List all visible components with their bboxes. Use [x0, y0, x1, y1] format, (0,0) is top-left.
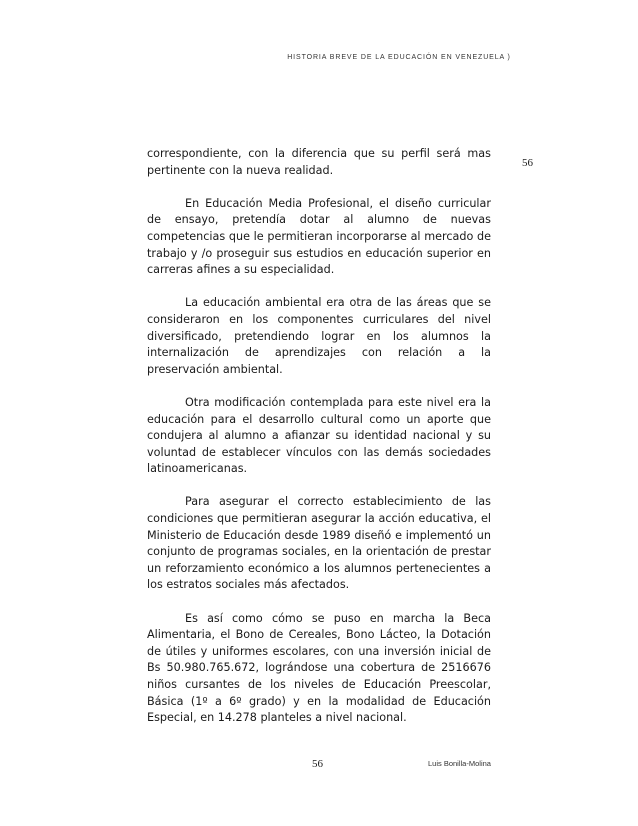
footer-author: Luis Bonilla-Molina	[428, 759, 491, 768]
paragraph-programas-sociales: Para asegurar el correcto establecimiento de las condiciones que permitieran asegurar la acción educativa, el Ministerio de Educación desde 1989 diseñó e implementó un conjunto de programas sociales, en la orientación de prestar un reforzamiento económico a los alumnos pertenecientes a los estratos sociales más afectados.	[147, 495, 491, 592]
footer-page-number: 56	[312, 758, 323, 770]
paragraph-beca-alimentaria: Es así como cómo se puso en marcha la Beca Alimentaria, el Bono de Cereales, Bono Lácteo, la Dotación de útiles y uniformes escolares, con una inversión inicial de Bs 50.980.765.672, lográndose una cobertura de 2516676 niños cursantes de los niveles de Educación Preescolar, Básica (1º a 6º grado) y en la modalidad de Educación Especial, en 14.278 planteles a nivel nacional.	[147, 611, 491, 725]
running-header: HISTORIA BREVE DE LA EDUCACIÓN EN VENEZUELA )	[287, 54, 511, 61]
paragraph-desarrollo-cultural: Otra modificación contemplada para este nivel era la educación para el desarrollo cultural como un aporte que condujera al alumno a afianzar su identidad nacional y su voluntad de establecer vínculos con las demás sociedades latinoamericanas.	[147, 395, 491, 476]
body-text	[147, 146, 491, 743]
paragraph-educacion-ambiental: La educación ambiental era otra de las áreas que se consideraron en los componentes curriculares del nivel diversificado, pretendiendo lograr en los alumnos la internalización de aprendizajes con relación a la preservación ambiental.	[147, 296, 491, 376]
side-page-number: 56	[522, 157, 533, 169]
paragraph-media-profesional: En Educación Media Profesional, el diseño curricular de ensayo, pretendía dotar al alumno de nuevas competencias que le permitieran incorporarse al mercado de trabajo y /o proseguir sus estudios en educación superior en carreras afines a su especialidad.	[147, 196, 491, 277]
paragraph-continuation: correspondiente, con la diferencia que su perfil será mas pertinente con la nueva realidad.	[147, 147, 491, 177]
